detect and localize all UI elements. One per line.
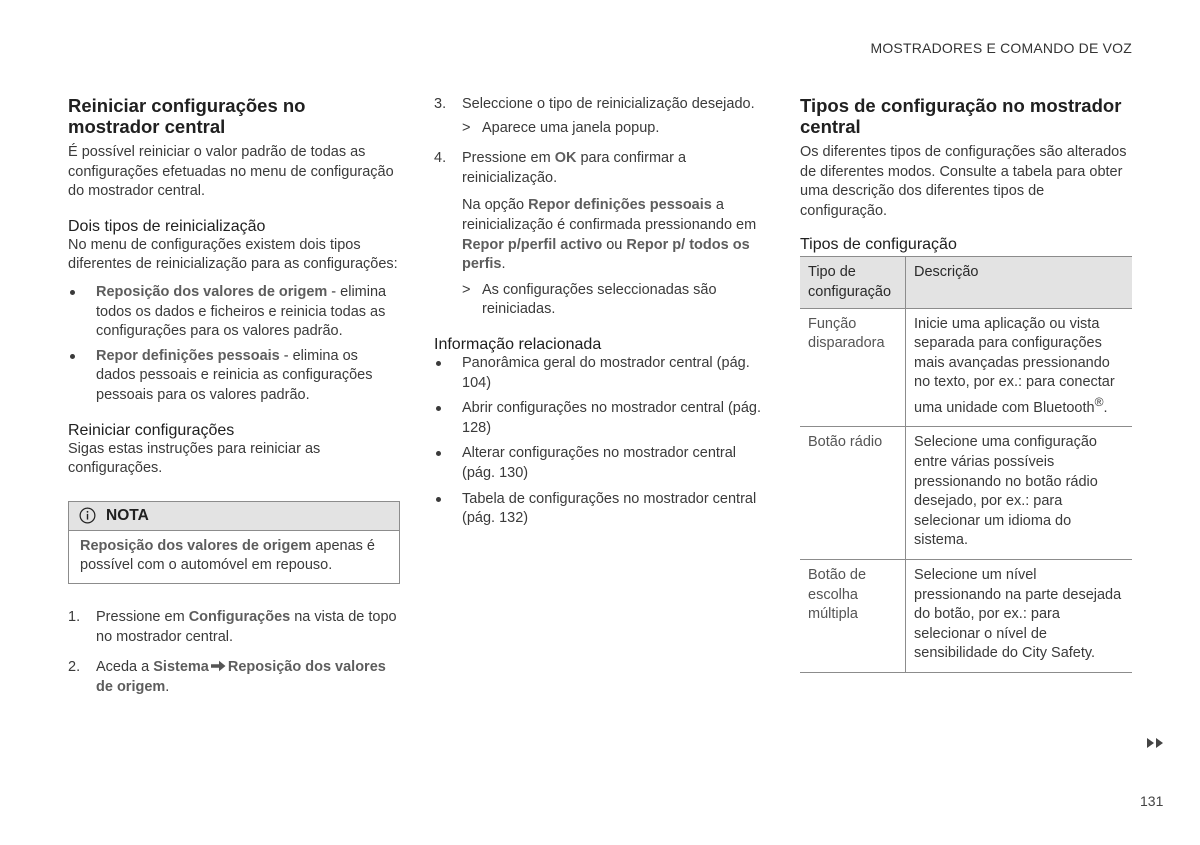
- list-item: [68, 347, 400, 406]
- detail-text: .: [501, 256, 506, 273]
- note-box: [68, 501, 400, 584]
- term-factory-reset: Reposição dos valores de origem: [96, 659, 386, 695]
- subheading-reset-settings: Reiniciar configurações: [68, 421, 235, 439]
- table-header-row: [800, 257, 1132, 308]
- step-number: 1.: [68, 608, 81, 625]
- term-factory-reset: Reposição dos valores de origem: [96, 283, 328, 300]
- step-number: 3.: [434, 96, 447, 112]
- result-marker: >: [462, 281, 471, 298]
- steps-list-continued: [434, 95, 766, 320]
- step-result: [462, 281, 766, 320]
- column-header-type: Tipo de configuração: [800, 257, 906, 308]
- section-title-config-types: Tipos de configuração no mostrador central: [800, 95, 1122, 137]
- section-title-reset: Reiniciar configurações no mostrador central: [68, 95, 306, 137]
- table-row: [800, 427, 1132, 560]
- list-item-text: - elimina os dados pessoais e reinicia as configurações pessoais para os valores padrão.: [96, 347, 373, 403]
- step-number: 2.: [68, 659, 81, 676]
- info-icon: [79, 507, 96, 524]
- config-types-table: [800, 256, 1132, 673]
- table-heading: Tipos de configuração: [800, 236, 957, 254]
- cell-type: Botão de escolha múltipla: [800, 559, 906, 672]
- intro-paragraph: É possível reiniciar o valor padrão de todas as configurações efetuadas no menu de configuração do mostrador central.: [68, 144, 394, 200]
- step-item: [68, 658, 400, 697]
- related-link[interactable]: Alterar configurações no mostrador central (pág. 130): [434, 444, 766, 483]
- term-system: Sistema: [153, 659, 209, 676]
- reset-types-list: [68, 283, 400, 406]
- note-term: Reposição dos valores de origem: [80, 537, 312, 554]
- column-header-description: Descrição: [906, 257, 1133, 308]
- result-text: Aparece uma janela popup.: [482, 119, 660, 136]
- related-link[interactable]: Abrir configurações no mostrador central (pág. 128): [434, 399, 766, 438]
- step-text: Pressione em: [96, 608, 189, 625]
- description-text: .: [1103, 399, 1108, 416]
- step-item: [434, 95, 766, 138]
- reset-instructions-text: Sigas estas instruções para reiniciar as configurações.: [68, 440, 321, 477]
- column-middle: [434, 95, 766, 535]
- running-header: MOSTRADORES E COMANDO DE VOZ: [870, 40, 1132, 56]
- related-links-list: [434, 354, 766, 529]
- detail-text: a reinicialização é confirmada pressionando em: [462, 197, 757, 233]
- step-text: Pressione em: [462, 150, 555, 167]
- step-detail: [462, 196, 766, 274]
- detail-text: Na opção: [462, 197, 529, 214]
- step-result: [462, 119, 766, 139]
- note-text-rest: apenas é possível com o automóvel em repouso.: [80, 537, 375, 574]
- cell-description: Selecione uma configuração entre várias possíveis pressionando no botão rádio desejado, por ex.: para selecionar um idioma do sistema.: [906, 427, 1133, 560]
- arrow-right-icon: [211, 660, 226, 672]
- list-item: [68, 283, 400, 342]
- page-number: 131: [1140, 793, 1164, 809]
- description-text: Inicie uma aplicação ou vista separada para configurações mais avançadas pressionando no texto, por ex.: para conectar uma unidade com Bluetooth: [914, 315, 1115, 416]
- cell-type: Função disparadora: [800, 308, 906, 427]
- term-settings: Configurações: [188, 608, 291, 625]
- column-right: [800, 95, 1132, 673]
- table-row: [800, 559, 1132, 672]
- note-title: NOTA: [106, 506, 149, 524]
- registered-mark: ®: [1094, 394, 1104, 409]
- result-text: As configurações seleccionadas são reiniciadas.: [482, 281, 717, 318]
- step-number: 4.: [434, 150, 447, 167]
- step-text: na vista de topo no mostrador central.: [96, 608, 397, 645]
- continue-arrows-icon: [1147, 738, 1165, 748]
- step-item: [434, 149, 766, 320]
- table-row: [800, 308, 1132, 427]
- result-marker: >: [462, 119, 471, 136]
- term-personal-reset: Repor definições pessoais: [96, 347, 280, 364]
- term-reset-active-profile: Repor p/perfil activo: [462, 236, 603, 253]
- step-text: .: [165, 678, 170, 695]
- step-text: para confirmar a reinicialização.: [462, 150, 687, 186]
- column-left: [68, 95, 400, 708]
- steps-list: [68, 608, 400, 697]
- subheading-reset-types: Dois tipos de reinicialização: [68, 217, 266, 235]
- term-reset-all-profiles: Repor p/ todos os perfis: [462, 236, 750, 273]
- term-ok: OK: [554, 150, 577, 167]
- note-body: [69, 531, 399, 583]
- related-link[interactable]: Tabela de configurações no mostrador central (pág. 132): [434, 490, 766, 529]
- cell-type: Botão rádio: [800, 427, 906, 560]
- cell-description: [906, 308, 1133, 427]
- related-link[interactable]: Panorâmica geral do mostrador central (pág. 104): [434, 354, 766, 393]
- step-item: [68, 608, 400, 647]
- step-text: Aceda a: [96, 659, 154, 676]
- list-item-text: - elimina todos os dados e ficheiros e reinicia todas as configurações para os valores padrão.: [96, 283, 387, 340]
- detail-text: ou: [602, 236, 627, 253]
- note-header: [69, 502, 399, 531]
- config-types-intro: Os diferentes tipos de configurações são alterados de diferentes modos. Consulte a tabela para obter uma descrição dos diferentes tipos de configuração.: [800, 144, 1127, 219]
- step-text: Seleccione o tipo de reinicialização desejado.: [462, 96, 755, 112]
- term-personal-reset: Repor definições pessoais: [528, 197, 712, 214]
- note-text: [80, 537, 389, 576]
- reset-types-text: No menu de configurações existem dois tipos diferentes de reinicialização para as configurações:: [68, 236, 398, 273]
- cell-description: Selecione um nível pressionando na parte desejada do botão, por ex.: para selecionar o nível de sensibilidade do City Safety.: [906, 559, 1133, 672]
- subheading-related-info: Informação relacionada: [434, 335, 602, 353]
